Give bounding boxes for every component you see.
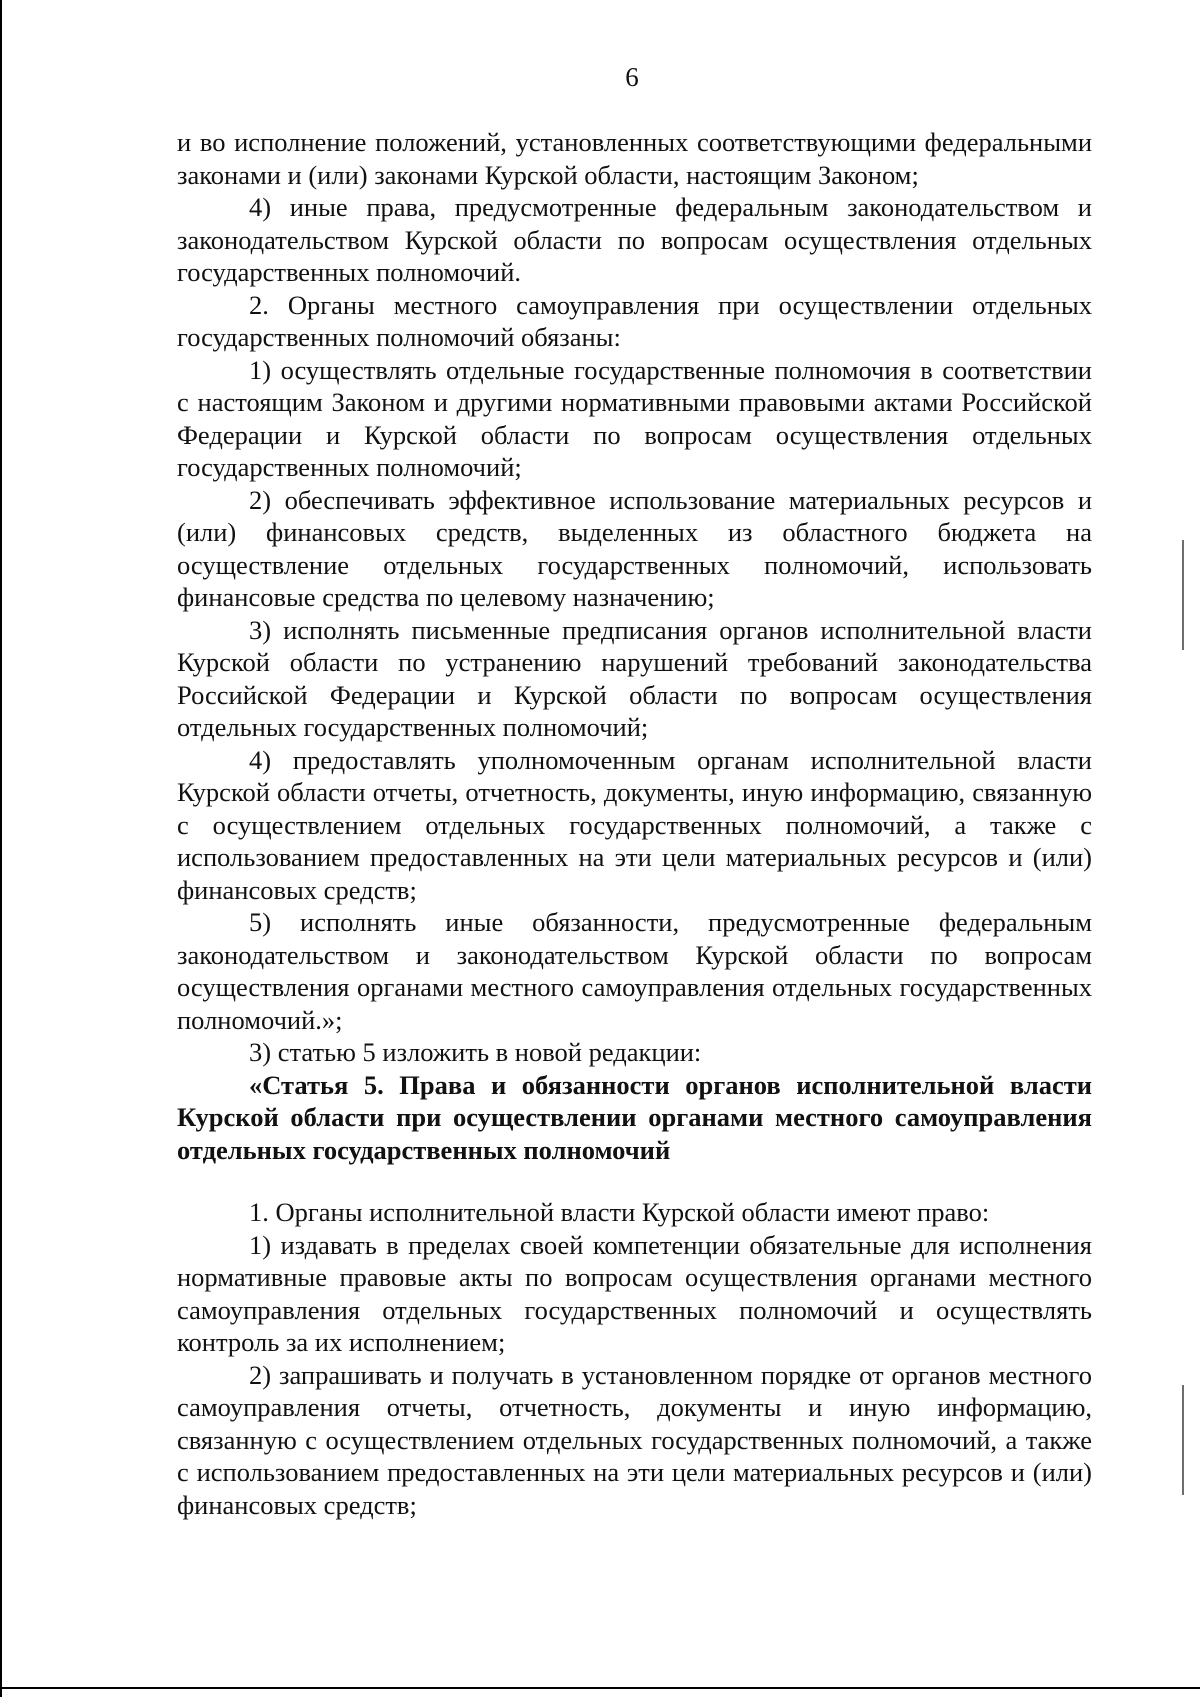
paragraph: 2. Органы местного самоуправления при осуществлении отдельных государственных полномочий обязаны: (177, 289, 1092, 352)
spacer (177, 1166, 1092, 1196)
paragraph: 2) запрашивать и получать в установленном порядке от органов местного самоуправления отчеты, отчетность, документы и иную информацию, связанную с осуществлением отдельных государственных полномочий, а также с использованием предоставленных на эти цели материальных ресурсов и (или) финансовых средств; (177, 1359, 1092, 1520)
paragraph: 4) иные права, предусмотренные федеральным законодательством и законодательством Курской области по вопросам осуществления отдельных государственных полномочий. (177, 192, 1092, 287)
paragraph: 1) издавать в пределах своей компетенции обязательные для исполнения нормативные правовые акты по вопросам осуществления органами местного самоуправления отдельных государственных полномочий и осуществлять контроль за их исполнением; (177, 1229, 1092, 1357)
scan-edge-mark (1182, 540, 1184, 650)
document-body (177, 126, 1092, 1521)
paragraph: 1. Органы исполнительной власти Курской области имеют право: (249, 1197, 990, 1227)
paragraph: 2) обеспечивать эффективное использование материальных ресурсов и (или) финансовых средств, выделенных из областного бюджета на осуществление отдельных государственных полномочий, использовать финансовые средства по целевому назначению; (177, 484, 1092, 612)
page-bottom-edge (2, 1687, 1200, 1689)
paragraph: и во исполнение положений, установленных соответствующими федеральными законами и (или) законами Курской области, настоящим Законом; (177, 127, 1092, 190)
article-heading: «Статья 5. Права и обязанности органов исполнительной власти Курской области при осуществлении органами местного самоуправления отдельных государственных полномочий (177, 1069, 1092, 1165)
page-number: 6 (625, 62, 639, 92)
paragraph: 3) исполнять письменные предписания органов исполнительной власти Курской области по устранению нарушений требований законодательства Российской Федерации и Курской области по вопросам осуществления отдельных государственных полномочий; (177, 614, 1092, 742)
paragraph: 1) осуществлять отдельные государственные полномочия в соответствии с настоящим Законом и другими нормативными правовыми актами Российской Федерации и Курской области по вопросам осуществления отдельных государственных полномочий; (177, 354, 1092, 482)
scan-edge-mark (1182, 1385, 1184, 1495)
paragraph: 3) статью 5 изложить в новой редакции: (249, 1037, 702, 1067)
paragraph: 4) предоставлять уполномоченным органам исполнительной власти Курской области отчеты, отчетность, документы, иную информацию, связанную с осуществлением отдельных государственных полномочий, а также с использованием предоставленных на эти цели материальных ресурсов и (или) финансовых средств; (177, 744, 1092, 905)
paragraph: 5) исполнять иные обязанности, предусмотренные федеральным законодательством и законодательством Курской области по вопросам осуществления органами местного самоуправления отдельных государственных полномочий.»; (177, 907, 1092, 1035)
